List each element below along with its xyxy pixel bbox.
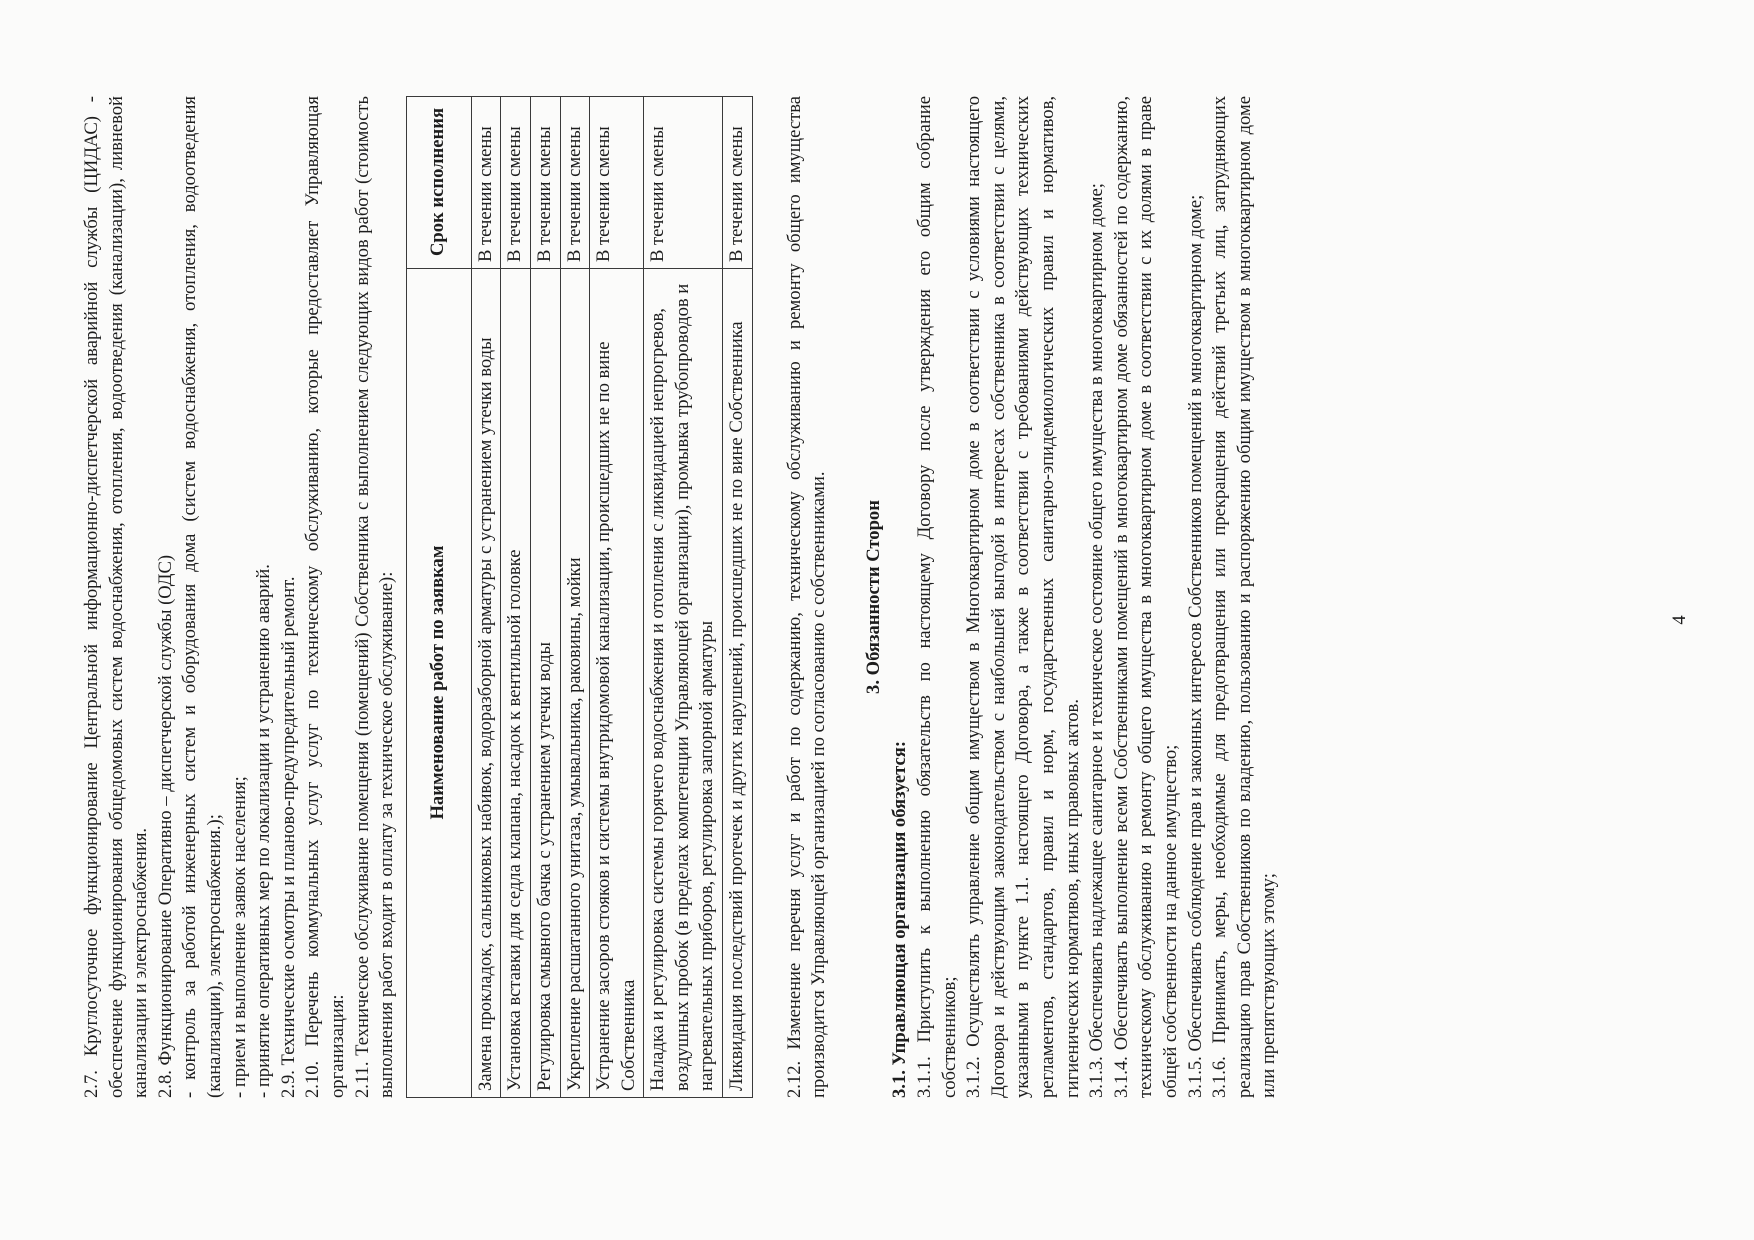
paragraph-2-11: 2.11. Техническое обслуживание помещения (помещений) Собственника с выполнением следующих видов работ (стоимость выполнения работ входит в оплату за техническое обслуживание): xyxy=(351,96,398,1098)
table-cell-term: В течении смены xyxy=(530,97,560,269)
paragraph-3-1-4: 3.1.4. Обеспечивать выполнение всеми Собственниками помещений в многоквартирном доме обязанностей по содержанию, техническому обслуживанию и ремонту общего имущества в многоквартирном доме в соответствии с их долями в праве общей собственности на данное имущество; xyxy=(1110,96,1181,1098)
header-term: Срок исполнения xyxy=(406,97,471,269)
subsection-title: 3.1. Управляющая организация обязуется: xyxy=(889,740,911,1098)
paragraph-2-8-measures: - принятие оперативных мер по локализации и устранению аварий. xyxy=(253,564,275,1098)
table-row xyxy=(530,97,560,1098)
table-cell-term: В течении смены xyxy=(471,97,501,269)
works-table xyxy=(406,96,753,1098)
table-cell-work: Замена прокладок, сальниковых набивок, водоразборной арматуры с устранением утечки воды xyxy=(471,269,501,1098)
document-body xyxy=(80,96,1282,1098)
section-title: 3. Обязанности Сторон xyxy=(862,500,884,694)
paragraph-2-8: 2.8. Функционирование Оперативно – диспетчерской службы (ОДС) xyxy=(154,554,176,1098)
paragraph-3-1-5: 3.1.5. Обеспечивать соблюдение прав и законных интересов Собственников помещений в многоквартирном доме; xyxy=(1184,194,1206,1098)
spacer xyxy=(753,96,783,1098)
table-row xyxy=(644,97,723,1098)
paragraph-2-8-control: - контроль за работой инженерных систем и оборудования дома (систем водоснабжения, отопления, водоотведения (канализации), электроснабжения.); xyxy=(179,96,225,1098)
paragraph-2-9: 2.9. Технические осмотры и планово-предупредительный ремонт. xyxy=(277,576,299,1098)
table-cell-work: Наладка и регулировка системы горячего водоснабжения и отопления с ликвидацией непрогревов, воздушных пробок (в пределах компетенции Управляющей организации), промывка трубопроводов и нагревательных приборов, регулировка запорной арматуры xyxy=(644,269,723,1098)
paragraph-2-10: 2.10. Перечень коммунальных услуг услуг по техническому обслуживанию, которые предоставляет Управляющая организация: xyxy=(302,96,348,1098)
table-cell-work: Устранение засоров стояков и системы внутридомовой канализации, происшедших не по вине Собственника xyxy=(590,269,644,1098)
table-header-row xyxy=(406,97,471,1098)
works-table-wrapper xyxy=(406,96,753,1098)
table-cell-term: В течении смены xyxy=(644,97,723,269)
table-cell-term: В течении смены xyxy=(560,97,590,269)
table-cell-term: В течении смены xyxy=(501,97,531,269)
paragraph-3-1-3: 3.1.3. Обеспечивать надлежащее санитарное и техническое состояние общего имущества в многоквартирном доме; xyxy=(1086,183,1108,1098)
paragraph-3-1-6: 3.1.6. Принимать, меры, необходимые для предотвращения или прекращения действий третьих лиц, затрудняющих реализацию прав Собственников по владению, пользованию и распоряжению общим имуществом в многоквартирном доме или препятствующих этому; xyxy=(1209,96,1280,1098)
paragraph-2-8-requests: - прием и выполнение заявок населения; xyxy=(228,776,250,1098)
table-cell-term: В течении смены xyxy=(723,97,753,269)
page-number: 4 xyxy=(1669,615,1690,625)
paragraph-2-12: 2.12. Изменение перечня услуг и работ по содержанию, техническому обслуживанию и ремонту общего имущества производится Управляющей организацией по согласованию с собственниками. xyxy=(783,96,830,1098)
table-cell-term: В течении смены xyxy=(590,97,644,269)
table-cell-work: Установка вставки для седла клапана, насадок к вентильной головке xyxy=(501,269,531,1098)
table-row xyxy=(590,97,644,1098)
paragraph-2-7: 2.7. Круглосуточное функционирование Центральной информационно-диспетчерской аварийной службы (ЦИДАС) - обеспечение функционирования общедомовых систем водоснабжения, отопления, водоотведения (канализации), ливневой канализации и электроснабжения. xyxy=(81,96,152,1098)
table-cell-work: Регулировка смывного бачка с устранением утечки воды xyxy=(530,269,560,1098)
table-row xyxy=(723,97,753,1098)
paragraph-3-1-1: 3.1.1. Приступить к выполнению обязательств по настоящему Договору после утверждения его общим собрание собственников; xyxy=(914,96,960,1098)
table-row xyxy=(560,97,590,1098)
table-cell-work: Ликвидация последствий протечек и других нарушений, происшедших не по вине Собственника xyxy=(723,269,753,1098)
table-row xyxy=(471,97,501,1098)
table-row xyxy=(501,97,531,1098)
paragraph-3-1-2: 3.1.2. Осуществлять управление общим имуществом в Многоквартирном доме в соответствии с условиями настоящего Договора и действующим законодательством с наибольшей выгодой в интересах собственника в соответствии с целями, указанными в пункте 1.1. настоящего Договора, а также в соответствии с требованиями действующих технических регламентов, стандартов, правил и норм, государственных санитарно-эпидемиологических правил и нормативов, гигиенических нормативов, иных правовых актов. xyxy=(963,96,1083,1098)
header-work-name: Наименование работ по заявкам xyxy=(406,269,471,1098)
table-cell-work: Укрепление расшатанного унитаза, умывальника, раковины, мойки xyxy=(560,269,590,1098)
